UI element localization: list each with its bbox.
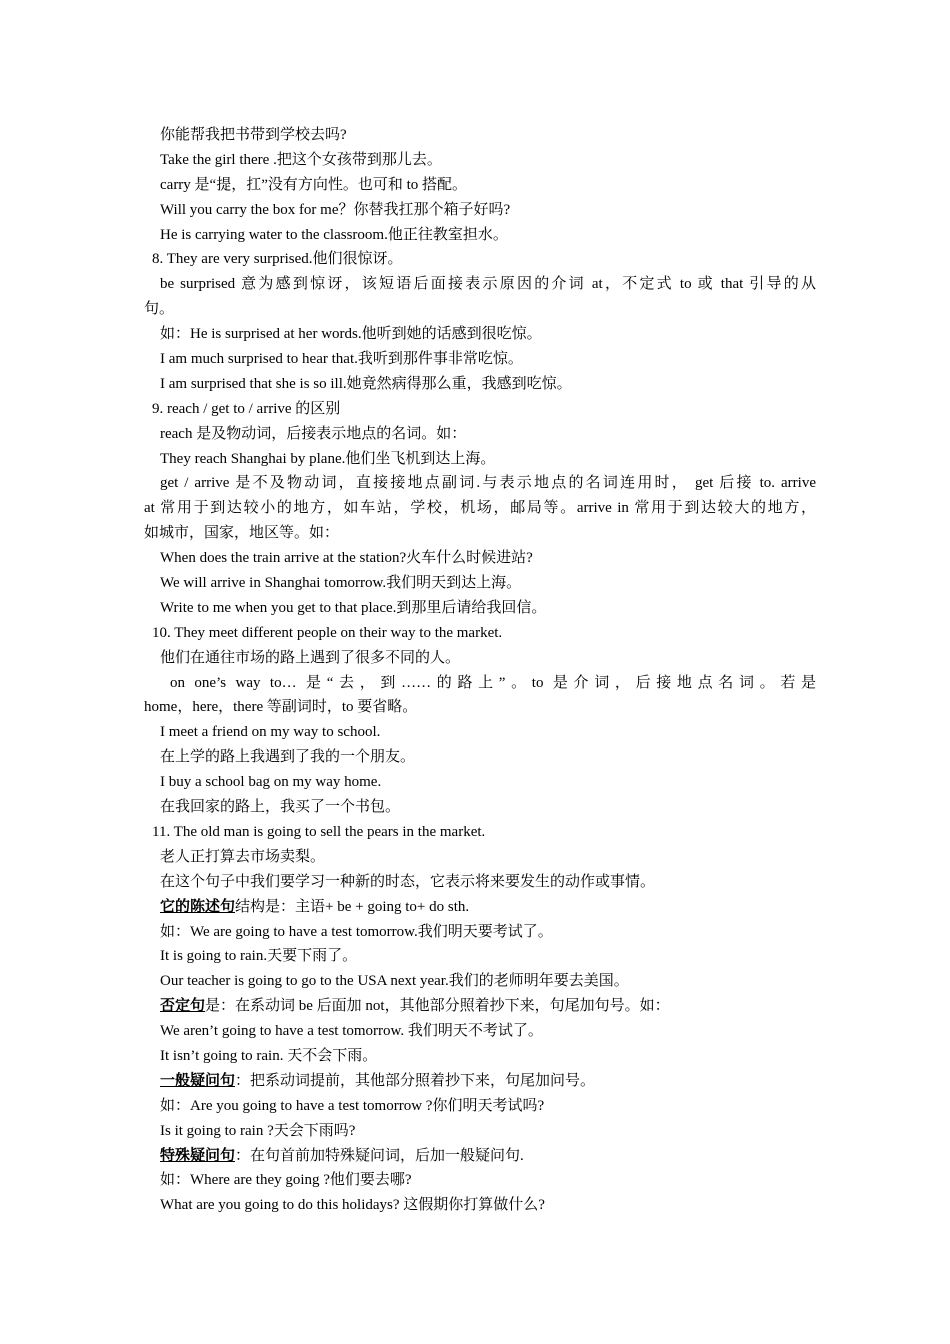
text-line: carry 是“提，扛”没有方向性。也可和 to 搭配。 (160, 176, 468, 193)
text-line: Write to me when you get to that place.到那里后请给我回信。 (160, 599, 547, 616)
text-line: I am surprised that she is so ill.她竟然病得那么重，我感到吃惊。 (160, 375, 572, 392)
text-line: 如：Are you going to have a test tomorrow ?你们明天考试吗? (160, 1097, 545, 1114)
text-line (144, 895, 816, 920)
text-line: Is it going to rain ?天会下雨吗? (160, 1122, 356, 1139)
text-line (144, 1144, 816, 1169)
underlined-term: 它的陈述句 (160, 898, 236, 915)
section-heading: 8. They are very surprised.他们很惊讶。 (152, 251, 403, 268)
text-line: It is going to rain.天要下雨了。 (160, 948, 358, 965)
text-line-rest: 是：在系动词 be 后面加 not，其他部分照着抄下来，句尾加句号。如： (205, 998, 670, 1015)
text-line: It isn’t going to rain. 天不会下雨。 (160, 1047, 378, 1064)
text-line: Our teacher is going to go to the USA next year.我们的老师明年要去美国。 (160, 973, 629, 990)
text-line: 你能帮我把书带到学校去吗? (160, 127, 347, 143)
text-line: 如：He is surprised at her words.他听到她的话感到很吃惊。 (160, 326, 542, 343)
text-line: 老人正打算去市场卖梨。 (160, 848, 326, 865)
text-line (144, 994, 816, 1019)
text-line: at 常用于到达较小的地方，如车站，学校，机场，邮局等。arrive in 常用于到达较大的地方， (144, 500, 816, 517)
text-line: be surprised 意为感到惊讶，该短语后面接表示原因的介词 at，不定式 to 或 that 引导的从 (160, 276, 816, 293)
text-line: 如：Where are they going ?他们要去哪? (160, 1172, 412, 1189)
text-line-rest: ：把系动词提前，其他部分照着抄下来，句尾加问号。 (235, 1072, 596, 1089)
text-line: home，here，there 等副词时，to 要省略。 (144, 699, 418, 716)
section-heading: 11. The old man is going to sell the pears in the market. (152, 823, 486, 840)
text-line: 句。 (144, 301, 175, 318)
underlined-term: 特殊疑问句 (160, 1147, 236, 1164)
text-line: I buy a school bag on my way home. (160, 774, 382, 791)
text-line: When does the train arrive at the station?火车什么时候进站? (160, 550, 533, 567)
text-line: 在这个句子中我们要学习一种新的时态，它表示将来要发生的动作或事情。 (160, 873, 656, 890)
text-line: We will arrive in Shanghai tomorrow.我们明天到达上海。 (160, 575, 522, 592)
text-line: 如城市，国家，地区等。如： (144, 525, 340, 542)
text-line-rest: 结构是：主语+ be + going to+ do sth. (235, 898, 470, 915)
underlined-term: 否定句 (160, 998, 206, 1015)
text-line: They reach Shanghai by plane.他们坐飞机到达上海。 (160, 450, 496, 467)
text-line: 在我回家的路上，我买了一个书包。 (160, 799, 401, 816)
text-line (144, 1069, 816, 1094)
text-line: What are you going to do this holidays? 这假期你打算做什么? (160, 1197, 545, 1214)
underlined-term: 一般疑问句 (160, 1072, 236, 1089)
text-line: get / arrive 是不及物动词，直接接地点副词.与表示地点的名词连用时， get 后接 to. arrive (160, 475, 816, 492)
text-line: reach 是及物动词，后接表示地点的名词。如： (160, 425, 467, 442)
text-line: 在上学的路上我遇到了我的一个朋友。 (160, 749, 416, 766)
text-line: on one’s way to… 是“去，到……的路上”。to 是介词，后接地点名词。若是 (170, 674, 816, 691)
text-line: Take the girl there .把这个女孩带到那儿去。 (160, 151, 442, 168)
text-line: I meet a friend on my way to school. (160, 724, 381, 741)
text-line-rest: ：在句首前加特殊疑问词，后加一般疑问句. (235, 1147, 524, 1164)
document-body (144, 123, 816, 1218)
text-line: 他们在通往市场的路上遇到了很多不同的人。 (160, 649, 461, 666)
text-line: He is carrying water to the classroom.他正往教室担水。 (160, 226, 508, 243)
text-line: I am much surprised to hear that.我听到那件事非常吃惊。 (160, 351, 523, 368)
text-line: We aren’t going to have a test tomorrow. 我们明天不考试了。 (160, 1023, 543, 1040)
section-heading: 10. They meet different people on their way to the market. (152, 624, 503, 641)
text-line: 如：We are going to have a test tomorrow.我们明天要考试了。 (160, 923, 553, 940)
text-line: Will you carry the box for me？你替我扛那个箱子好吗? (160, 201, 511, 218)
section-heading: 9. reach / get to / arrive 的区别 (152, 400, 341, 417)
